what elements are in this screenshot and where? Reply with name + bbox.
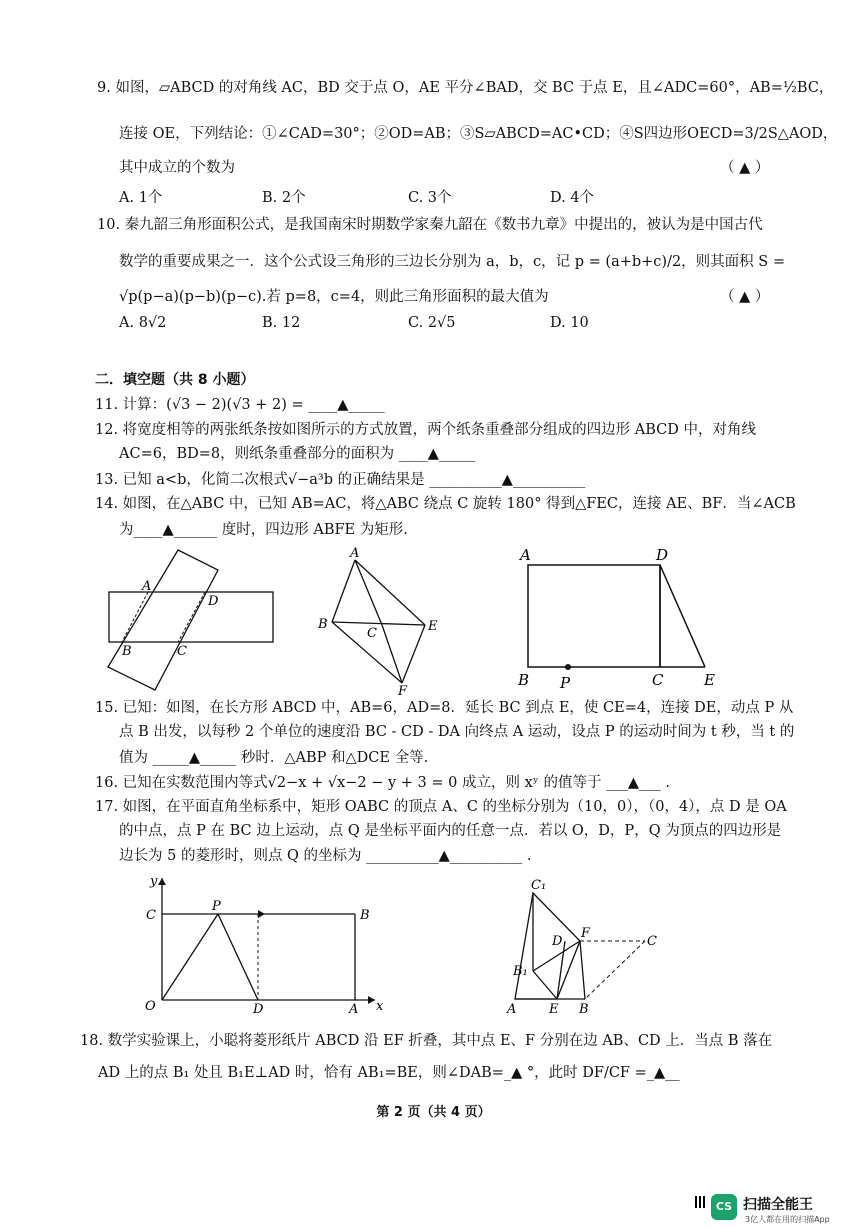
page-footer: 第 2 页（共 4 页）	[376, 1105, 491, 1120]
q10-line2: 数学的重要成果之一．这个公式设三角形的三边长分别为 a，b，c，记 p = (a+b+c)/2，则其面积 S =	[119, 254, 785, 270]
fig14-label-f: F	[398, 684, 408, 699]
q15-line3: 值为 _____▲_____ 秒时．△ABP 和△DCE 全等.	[119, 750, 429, 766]
brand-tagline: 3亿人都在用的扫描App	[745, 1215, 830, 1224]
fig17-label-d: D	[253, 1002, 264, 1017]
q14-line2: 为____▲______ 度时，四边形 ABFE 为矩形.	[119, 522, 408, 538]
figure-q14-rotation	[310, 545, 450, 699]
q11: 11. 计算：(√3 − 2)(√3 + 2) = ____▲_____	[95, 397, 385, 413]
fig17-label-o: O	[145, 999, 156, 1014]
fig18-label-f: F	[581, 926, 591, 941]
q10-choice-b: B. 12	[262, 315, 301, 331]
fig14-label-a: A	[350, 546, 360, 561]
q9-choice-b: B. 2个	[262, 190, 306, 206]
q9-line3: 其中成立的个数为	[119, 160, 235, 176]
q17-line3: 边长为 5 的菱形时，则点 Q 的坐标为 __________▲__________ .	[119, 848, 532, 864]
q10-answer-mark: （ ▲ ）	[720, 289, 770, 305]
q10-choice-c: C. 2√5	[408, 315, 456, 331]
fig12-label-a: A	[142, 579, 152, 594]
q17-line1: 17. 如图，在平面直角坐标系中，矩形 OABC 的顶点 A、C 的坐标分别为（10，0），（0，4），点 D 是 OA	[95, 799, 787, 815]
fig15-label-b: B	[518, 671, 530, 689]
fig17-label-x: x	[376, 999, 384, 1014]
fig18-label-c: C	[647, 934, 657, 949]
fig18-label-c1: C₁	[531, 878, 547, 893]
q13: 13. 已知 a<b，化简二次根式√−a³b 的正确结果是 __________▲__________	[95, 472, 586, 488]
fig12-label-d: D	[208, 594, 219, 609]
fig15-label-e: E	[704, 671, 715, 689]
fig14-label-b: B	[318, 617, 328, 632]
fig17-label-b: B	[360, 908, 370, 923]
q10-choice-a: A. 8√2	[119, 315, 167, 331]
q10-line3: √p(p−a)(p−b)(p−c).若 p=8，c=4，则此三角形面积的最大值为	[119, 289, 549, 305]
section-title: 二．填空题（共 8 小题）	[95, 372, 255, 388]
q9-line1: 9. 如图，▱ABCD 的对角线 AC，BD 交于点 O，AE 平分∠BAD，交 BC 于点 E，且∠ADC=60°，AB=½BC，	[97, 80, 834, 96]
q9-choice-d: D. 4个	[550, 190, 595, 206]
fig17-label-a: A	[349, 1002, 359, 1017]
q16: 16. 已知在实数范围内等式√2−x + √x−2 − y + 3 = 0 成立，则 xʸ 的值等于 ___▲___ .	[95, 775, 670, 791]
q18-line1: 18. 数学实验课上，小聪将菱形纸片 ABCD 沿 EF 折叠，其中点 E、F 分别在边 AB、CD 上．当点 B 落在	[80, 1033, 773, 1049]
q17-line2: 的中点，点 P 在 BC 边上运动，点 Q 是坐标平面内的任意一点．若以 O，D，P，Q 为顶点的四边形是	[119, 823, 782, 839]
q15-line1: 15. 已知：如图，在长方形 ABCD 中，AB=6，AD=8．延长 BC 到点 E，使 CE=4，连接 DE，动点 P 从	[95, 700, 794, 716]
fig14-label-c: C	[367, 626, 377, 641]
fig18-label-b: B	[579, 1002, 589, 1017]
figure-q15-rectangle	[510, 545, 730, 695]
q18-line2: AD 上的点 B₁ 处且 B₁E⊥AD 时，恰有 AB₁=BE，则∠DAB=_▲ °，此时 DF/CF =_▲__	[98, 1065, 680, 1081]
fig12-label-b: B	[122, 644, 132, 659]
camscanner-logo-icon: CS	[711, 1194, 737, 1220]
fig15-label-a: A	[520, 546, 531, 564]
q14-line1: 14. 如图，在△ABC 中，已知 AB=AC，将△ABC 绕点 C 旋转 180° 得到△FEC，连接 AE、BF．当∠ACB	[95, 496, 796, 512]
figure-q12-paper-strips	[100, 545, 290, 695]
fig18-label-a: A	[507, 1002, 517, 1017]
qr-code-icon	[695, 1196, 707, 1208]
fig15-label-c: C	[652, 671, 664, 689]
fig17-label-p: P	[212, 899, 221, 914]
fig17-label-c: C	[146, 908, 156, 923]
q15-line2: 点 B 出发，以每秒 2 个单位的速度沿 BC - CD - DA 向终点 A 运动，设点 P 的运动时间为 t 秒，当 t 的	[119, 724, 795, 740]
figure-q17-coordinate-plane	[140, 870, 400, 1015]
fig15-label-p: P	[560, 674, 571, 692]
figure-q18-rhombus-fold	[505, 875, 685, 1020]
q12-line2: AC=6，BD=8，则纸条重叠部分的面积为 ____▲_____	[119, 446, 476, 462]
q12-line1: 12. 将宽度相等的两张纸条按如图所示的方式放置，两个纸条重叠部分组成的四边形 ABCD 中，对角线	[95, 422, 756, 438]
fig18-label-d: D	[552, 934, 563, 949]
fig18-label-b1: B₁	[513, 964, 528, 979]
q9-choice-c: C. 3个	[408, 190, 452, 206]
fig18-label-e: E	[549, 1002, 559, 1017]
q10-line1: 10. 秦九韶三角形面积公式，是我国南宋时期数学家秦九韶在《数书九章》中提出的，被认为是中国古代	[97, 217, 763, 233]
q9-answer-mark: （ ▲ ）	[720, 160, 770, 176]
fig14-label-e: E	[428, 619, 438, 634]
q9-choice-a: A. 1个	[119, 190, 163, 206]
fig17-label-y: y	[150, 874, 158, 889]
q9-line2: 连接 OE，下列结论：①∠CAD=30°；②OD=AB；③S▱ABCD=AC•CD；④S四边形OECD=3/2S△AOD，	[119, 126, 838, 142]
fig15-label-d: D	[656, 546, 669, 564]
brand-name: 扫描全能王	[743, 1197, 813, 1213]
q10-choice-d: D. 10	[550, 315, 589, 331]
fig12-label-c: C	[177, 644, 187, 659]
